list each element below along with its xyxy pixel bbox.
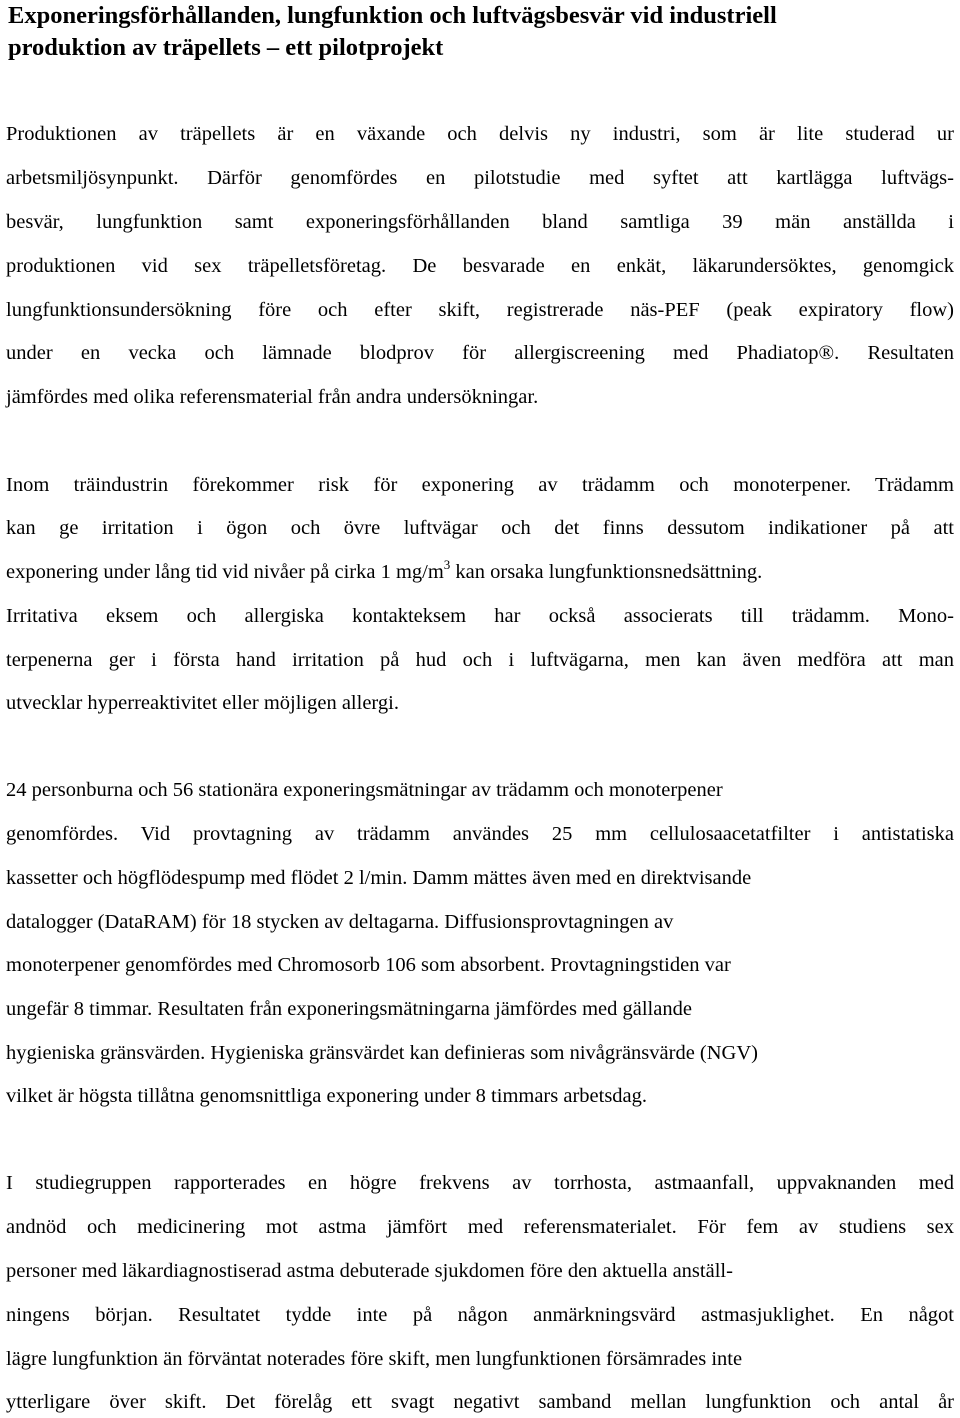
text-line: I studiegruppen rapporterades en högre frekvens av torrhosta, astmaanfall, uppvaknanden med	[6, 1172, 954, 1194]
text-line: kassetter och högflödespump med flödet 2 l/min. Damm mättes även med en direktvisande	[6, 867, 752, 889]
text-line: ningens början. Resultatet tydde inte på någon anmärkningsvärd astmasjuklighet. En något	[6, 1304, 954, 1326]
title-line-2: produktion av träpellets – ett pilotprojekt	[8, 34, 444, 61]
text-line: kan ge irritation i ögon och övre luftvägar och det finns dessutom indikationer på att	[6, 517, 954, 539]
text-line: andnöd och medicinering mot astma jämfört med referensmaterialet. För fem av studiens sex	[6, 1216, 954, 1238]
text-line	[6, 559, 762, 585]
text-line: hygieniska gränsvärden. Hygieniska gränsvärdet kan definieras som nivågränsvärde (NGV)	[6, 1042, 758, 1064]
text-line: jämfördes med olika referensmaterial från andra undersökningar.	[6, 386, 539, 408]
text-segment: exponering under lång tid vid nivåer på cirka 1 mg/m	[6, 561, 444, 583]
text-line: genomfördes. Vid provtagning av trädamm användes 25 mm cellulosaacetatfilter i antistatiska	[6, 823, 954, 845]
text-line: Inom träindustrin förekommer risk för exponering av trädamm och monoterpener. Trädamm	[6, 474, 954, 496]
text-line: datalogger (DataRAM) för 18 stycken av deltagarna. Diffusionsprovtagningen av	[6, 911, 674, 933]
text-line: Irritativa eksem och allergiska kontakteksem har också associerats till trädamm. Mono-	[6, 605, 954, 627]
document-title	[8, 0, 958, 64]
text-line: personer med läkardiagnostiserad astma debuterade sjukdomen före den aktuella anställ-	[6, 1260, 733, 1282]
text-line: 24 personburna och 56 stationära exponeringsmätningar av trädamm och monoterpener	[6, 779, 723, 801]
text-line: vilket är högsta tillåtna genomsnittliga exponering under 8 timmars arbetsdag.	[6, 1085, 648, 1107]
title-line-1: Exponeringsförhållanden, lungfunktion och luftvägsbesvär vid industriell	[8, 2, 777, 29]
text-line: utvecklar hyperreaktivitet eller möjligen allergi.	[6, 692, 399, 714]
text-line: under en vecka och lämnade blodprov för allergiscreening med Phadiatop®. Resultaten	[6, 342, 954, 364]
text-line: besvär, lungfunktion samt exponeringsförhållanden bland samtliga 39 män anställda i	[6, 211, 954, 233]
text-line: arbetsmiljösynpunkt. Därför genomfördes en pilotstudie med syftet att kartlägga luftvägs-	[6, 167, 954, 189]
text-segment: kan orsaka lungfunktionsnedsättning.	[450, 561, 763, 583]
text-line: monoterpener genomfördes med Chromosorb 106 som absorbent. Provtagningstiden var	[6, 954, 731, 976]
text-line: ungefär 8 timmar. Resultaten från exponeringsmätningarna jämfördes med gällande	[6, 998, 692, 1020]
text-line: terpenerna ger i första hand irritation på hud och i luftvägarna, men kan även medföra att man	[6, 649, 954, 671]
text-line: lägre lungfunktion än förväntat noterades före skift, men lungfunktionen försämrades inte	[6, 1348, 743, 1370]
text-line: produktionen vid sex träpelletsföretag. De besvarade en enkät, läkarundersöktes, genomgick	[6, 255, 954, 277]
text-line: lungfunktionsundersökning före och efter skift, registrerade näs-PEF (peak expiratory flow)	[6, 299, 954, 321]
text-line: Produktionen av träpellets är en växande och delvis ny industri, som är lite studerad ur	[6, 123, 954, 145]
superscript: 3	[443, 557, 451, 572]
text-line: ytterligare över skift. Det förelåg ett svagt negativt samband mellan lungfunktion och antal år	[6, 1391, 954, 1413]
